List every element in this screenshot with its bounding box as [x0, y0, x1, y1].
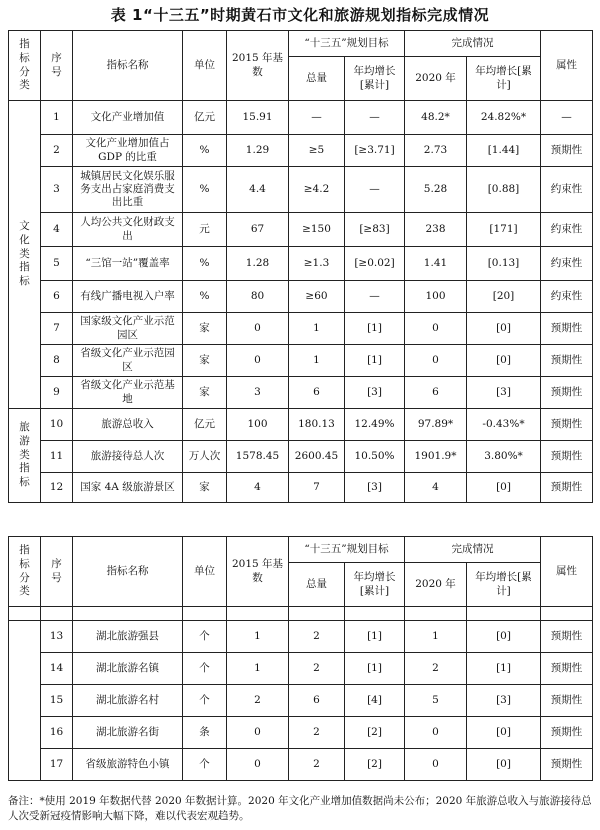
category-culture: 文化类指标 — [9, 101, 41, 409]
table-note: 备注：*使用 2019 年数据代替 2020 年数据计算。2020 年文化产业增加值数据尚未公布；2020 年旅游总收入与旅游接待总人次受新冠疫情影响大幅下降，难以代表宏观趋势。 — [8, 795, 592, 823]
row-plan-total: 2600.45 — [289, 441, 345, 473]
row-name: “三馆一站”覆盖率 — [73, 247, 183, 281]
row-name: 国家级文化产业示范园区 — [73, 313, 183, 345]
row-plan-total: 2 — [289, 621, 345, 653]
row-name: 省级旅游特色小镇 — [73, 749, 183, 781]
row-done-2020: 2.73 — [405, 135, 467, 167]
row-done-growth: [0] — [467, 717, 541, 749]
empty-cell — [405, 607, 467, 621]
table-row — [9, 717, 593, 749]
header-done-group: 完成情况 — [405, 31, 541, 57]
row-name: 文化产业增加值 — [73, 101, 183, 135]
row-seq: 2 — [41, 135, 73, 167]
row-base-2015: 0 — [227, 345, 289, 377]
row-attr: 预期性 — [541, 441, 593, 473]
row-unit: 家 — [183, 345, 227, 377]
row-done-2020: 4 — [405, 473, 467, 503]
row-unit: 亿元 — [183, 409, 227, 441]
row-unit: 万人次 — [183, 441, 227, 473]
row-unit: 家 — [183, 377, 227, 409]
header-name: 指标名称 — [73, 537, 183, 607]
row-plan-total: ≥5 — [289, 135, 345, 167]
table-row — [9, 377, 593, 409]
header-seq: 序号 — [41, 537, 73, 607]
row-name: 湖北旅游名村 — [73, 685, 183, 717]
row-plan-total: — — [289, 101, 345, 135]
row-plan-total: 2 — [289, 717, 345, 749]
row-base-2015: 67 — [227, 213, 289, 247]
row-plan-growth: — — [345, 167, 405, 213]
row-unit: % — [183, 281, 227, 313]
row-attr: 预期性 — [541, 653, 593, 685]
row-plan-growth: [1] — [345, 621, 405, 653]
header-plan-total: 总量 — [289, 563, 345, 607]
row-plan-growth: 12.49% — [345, 409, 405, 441]
row-unit: % — [183, 167, 227, 213]
row-name: 省级文化产业示范基地 — [73, 377, 183, 409]
spacer-row — [9, 607, 593, 621]
row-attr: 预期性 — [541, 621, 593, 653]
header-plan-group: “十三五”规划目标 — [289, 537, 405, 563]
header-row — [9, 31, 593, 57]
row-plan-total: 1 — [289, 345, 345, 377]
header-plan-growth: 年均增长[累计] — [345, 57, 405, 101]
empty-cell — [467, 607, 541, 621]
row-done-2020: 0 — [405, 749, 467, 781]
row-done-2020: 238 — [405, 213, 467, 247]
row-name: 旅游总收入 — [73, 409, 183, 441]
row-name: 湖北旅游强县 — [73, 621, 183, 653]
row-attr: 预期性 — [541, 685, 593, 717]
header-name: 指标名称 — [73, 31, 183, 101]
table-row — [9, 135, 593, 167]
row-plan-total: 2 — [289, 653, 345, 685]
row-seq: 15 — [41, 685, 73, 717]
row-seq: 7 — [41, 313, 73, 345]
row-plan-total: 7 — [289, 473, 345, 503]
row-attr: 约束性 — [541, 213, 593, 247]
row-seq: 10 — [41, 409, 73, 441]
row-base-2015: 2 — [227, 685, 289, 717]
row-unit: 家 — [183, 473, 227, 503]
row-plan-growth: — — [345, 281, 405, 313]
row-attr: 预期性 — [541, 345, 593, 377]
row-plan-growth: 10.50% — [345, 441, 405, 473]
row-attr: 预期性 — [541, 135, 593, 167]
table-row — [9, 653, 593, 685]
table-row — [9, 685, 593, 717]
row-plan-total: ≥1.3 — [289, 247, 345, 281]
row-done-growth: [3] — [467, 377, 541, 409]
table-row — [9, 281, 593, 313]
table-row — [9, 621, 593, 653]
empty-cell — [227, 607, 289, 621]
header-row — [9, 537, 593, 563]
row-attr: — — [541, 101, 593, 135]
row-seq: 14 — [41, 653, 73, 685]
row-done-growth: 24.82%* — [467, 101, 541, 135]
row-done-growth: [0.13] — [467, 247, 541, 281]
row-base-2015: 1.29 — [227, 135, 289, 167]
table-row — [9, 749, 593, 781]
row-done-growth: 3.80%* — [467, 441, 541, 473]
row-plan-total: 1 — [289, 313, 345, 345]
row-plan-total: 6 — [289, 377, 345, 409]
row-plan-growth: [1] — [345, 653, 405, 685]
row-done-growth: [0] — [467, 345, 541, 377]
row-unit: 个 — [183, 653, 227, 685]
header-done-growth: 年均增长[累计] — [467, 57, 541, 101]
row-done-growth: [20] — [467, 281, 541, 313]
row-done-growth: [0] — [467, 621, 541, 653]
row-plan-total: 6 — [289, 685, 345, 717]
row-base-2015: 4.4 — [227, 167, 289, 213]
row-done-growth: [1.44] — [467, 135, 541, 167]
row-unit: 个 — [183, 685, 227, 717]
row-seq: 1 — [41, 101, 73, 135]
row-seq: 17 — [41, 749, 73, 781]
row-attr: 预期性 — [541, 377, 593, 409]
header-plan-group: “十三五”规划目标 — [289, 31, 405, 57]
row-name: 有线广播电视入户率 — [73, 281, 183, 313]
row-unit: 元 — [183, 213, 227, 247]
row-done-2020: 6 — [405, 377, 467, 409]
table-row — [9, 101, 593, 135]
row-base-2015: 80 — [227, 281, 289, 313]
row-unit: 个 — [183, 749, 227, 781]
table-row — [9, 473, 593, 503]
row-done-2020: 0 — [405, 345, 467, 377]
row-done-growth: -0.43%* — [467, 409, 541, 441]
row-plan-growth: [≥83] — [345, 213, 405, 247]
header-plan-growth: 年均增长[累计] — [345, 563, 405, 607]
row-base-2015: 0 — [227, 313, 289, 345]
row-plan-total: 2 — [289, 749, 345, 781]
row-plan-growth: [3] — [345, 473, 405, 503]
row-name: 人均公共文化财政支出 — [73, 213, 183, 247]
empty-cell — [73, 607, 183, 621]
header-done-2020: 2020 年 — [405, 57, 467, 101]
row-seq: 9 — [41, 377, 73, 409]
row-base-2015: 1 — [227, 653, 289, 685]
row-done-2020: 1 — [405, 621, 467, 653]
row-plan-total: ≥60 — [289, 281, 345, 313]
row-plan-growth: [3] — [345, 377, 405, 409]
row-plan-growth: [1] — [345, 313, 405, 345]
row-name: 文化产业增加值占GDP 的比重 — [73, 135, 183, 167]
row-name: 旅游接待总人次 — [73, 441, 183, 473]
row-done-2020: 5 — [405, 685, 467, 717]
row-name: 城镇居民文化娱乐服务支出占家庭消费支出比重 — [73, 167, 183, 213]
table-row — [9, 409, 593, 441]
row-plan-growth: [1] — [345, 345, 405, 377]
row-seq: 3 — [41, 167, 73, 213]
header-plan-total: 总量 — [289, 57, 345, 101]
row-attr: 预期性 — [541, 313, 593, 345]
table-row — [9, 247, 593, 281]
row-attr: 预期性 — [541, 717, 593, 749]
row-done-growth: [1] — [467, 653, 541, 685]
row-done-growth: [0] — [467, 473, 541, 503]
row-seq: 6 — [41, 281, 73, 313]
row-done-2020: 5.28 — [405, 167, 467, 213]
row-base-2015: 3 — [227, 377, 289, 409]
row-unit: 家 — [183, 313, 227, 345]
table-row — [9, 313, 593, 345]
row-seq: 13 — [41, 621, 73, 653]
row-plan-total: ≥4.2 — [289, 167, 345, 213]
row-seq: 12 — [41, 473, 73, 503]
empty-cell — [541, 607, 593, 621]
row-plan-growth: — — [345, 101, 405, 135]
header-done-growth: 年均增长[累计] — [467, 563, 541, 607]
row-done-2020: 0 — [405, 717, 467, 749]
row-done-growth: [171] — [467, 213, 541, 247]
row-attr: 预期性 — [541, 749, 593, 781]
row-done-2020: 48.2* — [405, 101, 467, 135]
table-row — [9, 213, 593, 247]
header-unit: 单位 — [183, 31, 227, 101]
row-unit: 条 — [183, 717, 227, 749]
row-attr: 约束性 — [541, 167, 593, 213]
row-done-growth: [0] — [467, 749, 541, 781]
header-unit: 单位 — [183, 537, 227, 607]
table-row — [9, 167, 593, 213]
empty-cell — [345, 607, 405, 621]
row-plan-growth: [≥3.71] — [345, 135, 405, 167]
row-seq: 16 — [41, 717, 73, 749]
header-seq: 序号 — [41, 31, 73, 101]
row-base-2015: 15.91 — [227, 101, 289, 135]
row-base-2015: 100 — [227, 409, 289, 441]
empty-cell — [183, 607, 227, 621]
row-name: 国家 4A 级旅游景区 — [73, 473, 183, 503]
row-plan-total: ≥150 — [289, 213, 345, 247]
row-done-2020: 2 — [405, 653, 467, 685]
category-continued — [9, 621, 41, 781]
row-attr: 约束性 — [541, 281, 593, 313]
empty-cell — [289, 607, 345, 621]
row-base-2015: 1 — [227, 621, 289, 653]
row-base-2015: 1.28 — [227, 247, 289, 281]
empty-cell — [9, 607, 41, 621]
table-row — [9, 441, 593, 473]
row-seq: 5 — [41, 247, 73, 281]
indicator-table-part-2 — [8, 536, 593, 781]
header-base-2015: 2015 年基数 — [227, 537, 289, 607]
row-seq: 8 — [41, 345, 73, 377]
row-unit: 个 — [183, 621, 227, 653]
indicator-table-part-1 — [8, 30, 593, 503]
row-plan-growth: [≥0.02] — [345, 247, 405, 281]
row-plan-growth: [4] — [345, 685, 405, 717]
row-base-2015: 0 — [227, 749, 289, 781]
table-row — [9, 345, 593, 377]
row-attr: 预期性 — [541, 473, 593, 503]
row-attr: 约束性 — [541, 247, 593, 281]
row-plan-total: 180.13 — [289, 409, 345, 441]
header-attr: 属性 — [541, 31, 593, 101]
row-name: 湖北旅游名街 — [73, 717, 183, 749]
row-unit: % — [183, 247, 227, 281]
header-attr: 属性 — [541, 537, 593, 607]
row-done-2020: 0 — [405, 313, 467, 345]
header-done-group: 完成情况 — [405, 537, 541, 563]
row-done-2020: 97.89* — [405, 409, 467, 441]
header-base-2015: 2015 年基数 — [227, 31, 289, 101]
row-done-2020: 1.41 — [405, 247, 467, 281]
empty-cell — [41, 607, 73, 621]
header-category: 指标分类 — [9, 537, 41, 607]
row-done-growth: [0.88] — [467, 167, 541, 213]
row-name: 省级文化产业示范园区 — [73, 345, 183, 377]
row-base-2015: 4 — [227, 473, 289, 503]
row-base-2015: 1578.45 — [227, 441, 289, 473]
header-category: 指标分类 — [9, 31, 41, 101]
row-unit: 亿元 — [183, 101, 227, 135]
row-plan-growth: [2] — [345, 717, 405, 749]
table-title: 表 1“十三五”时期黄石市文化和旅游规划指标完成情况 — [110, 6, 490, 24]
row-base-2015: 0 — [227, 717, 289, 749]
row-unit: % — [183, 135, 227, 167]
row-attr: 预期性 — [541, 409, 593, 441]
row-done-2020: 100 — [405, 281, 467, 313]
category-tourism: 旅游类指标 — [9, 409, 41, 503]
row-done-growth: [0] — [467, 313, 541, 345]
row-done-growth: [3] — [467, 685, 541, 717]
row-done-2020: 1901.9* — [405, 441, 467, 473]
header-done-2020: 2020 年 — [405, 563, 467, 607]
row-plan-growth: [2] — [345, 749, 405, 781]
row-name: 湖北旅游名镇 — [73, 653, 183, 685]
row-seq: 4 — [41, 213, 73, 247]
row-seq: 11 — [41, 441, 73, 473]
